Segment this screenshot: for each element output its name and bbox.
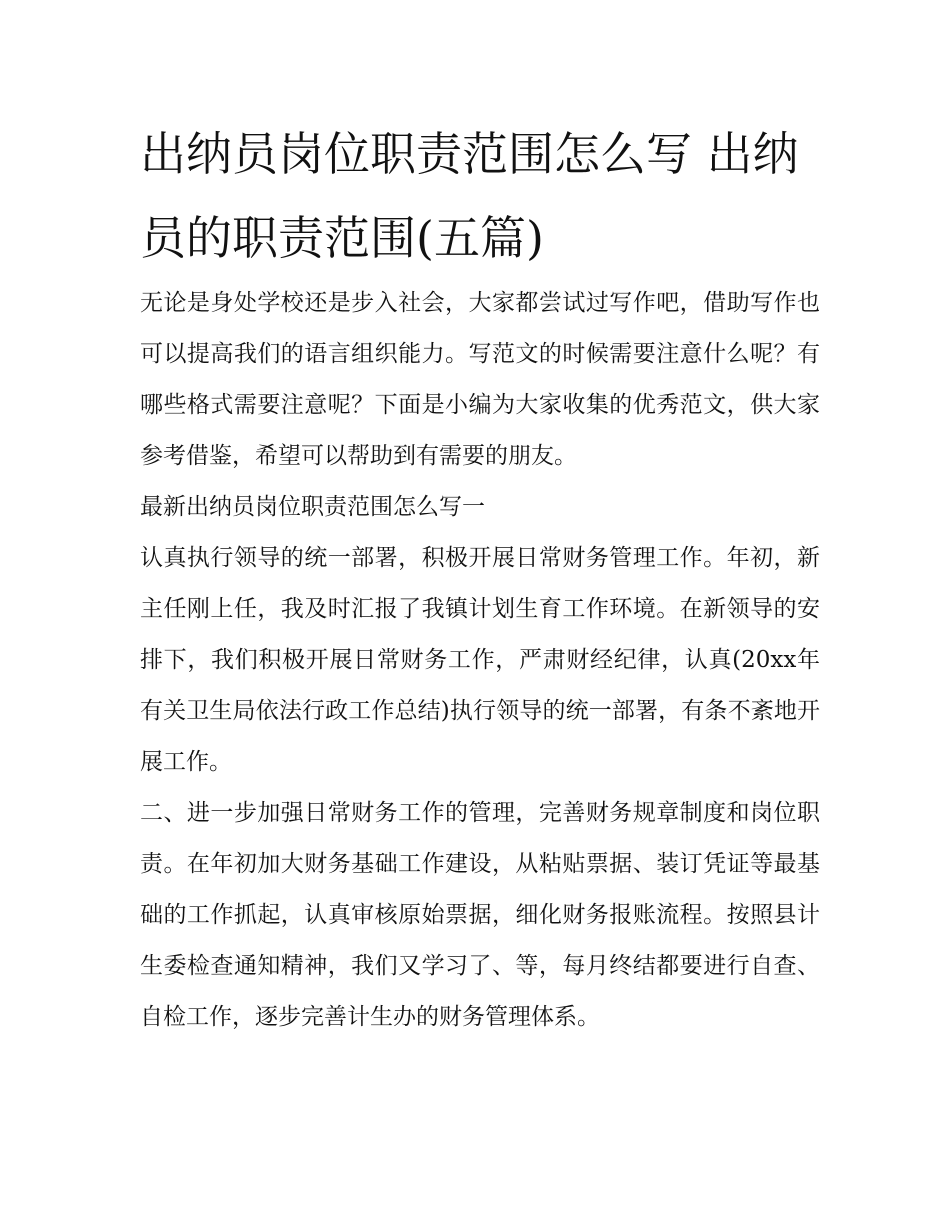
section-heading: 最新出纳员岗位职责范围怎么写一 (140, 494, 485, 520)
body-paragraph: 认真执行领导的统一部署，积极开展日常财务管理工作。年初，新主任刚上任，我及时汇报了我镇计划生育工作环境。在新领导的安排下，我们积极开展日常财务工作，严肃财经纪律，认真(20xx年有关卫生局依法行政工作总结)执行领导的统一部署，有条不紊地开展工作。 (140, 545, 820, 775)
intro-paragraph: 无论是身处学校还是步入社会，大家都尝试过写作吧，借助写作也可以提高我们的语言组织能力。写范文的时候需要注意什么呢？有哪些格式需要注意呢？下面是小编为大家收集的优秀范文，供大家参考借鉴，希望可以帮助到有需要的朋友。 (140, 290, 820, 469)
document-title: 出纳员岗位职责范围怎么写 出纳员的职责范围(五篇) (140, 127, 799, 265)
body-paragraph: 二、进一步加强日常财务工作的管理，完善财务规章制度和岗位职责。在年初加大财务基础工作建设，从粘贴票据、装订凭证等最基础的工作抓起，认真审核原始票据，细化财务报账流程。按照县计生委检查通知精神，我们又学习了、等，每月终结都要进行自查、自检工作，逐步完善计生办的财务管理体系。 (140, 800, 820, 1030)
document-body (140, 278, 820, 1043)
